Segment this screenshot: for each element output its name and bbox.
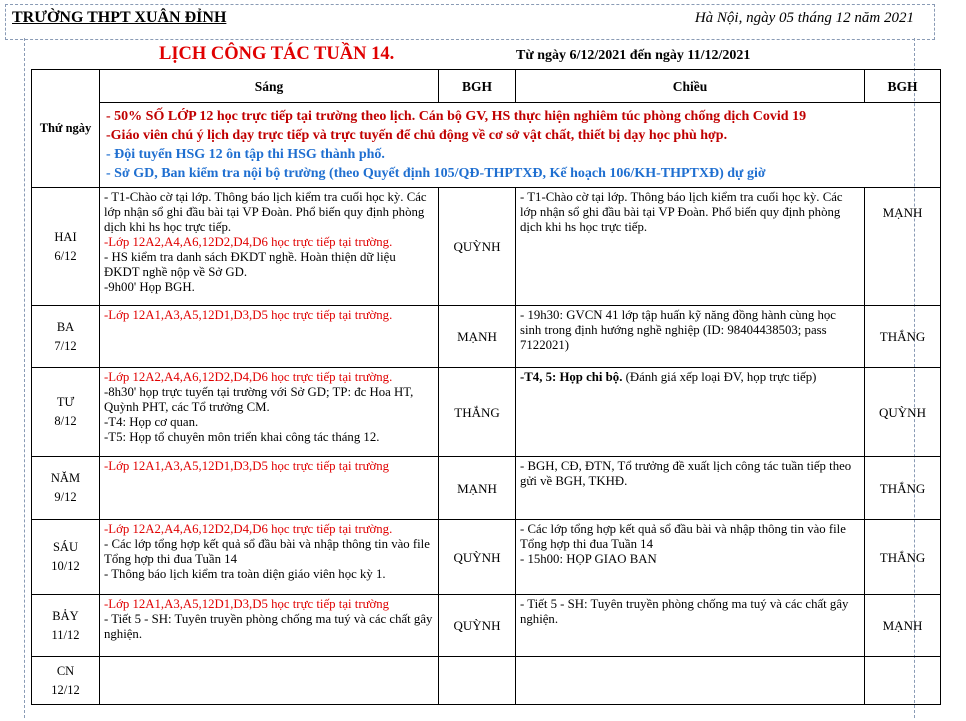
table-row [32, 657, 941, 705]
day-cell: TƯ 8/12 [32, 368, 100, 457]
day-cell: HAI 6/12 [32, 188, 100, 306]
note-line: - Đội tuyển HSG 12 ôn tập thi HSG thành phố. [106, 147, 385, 162]
note-line: -Giáo viên chú ý lịch dạy trực tiếp và trực tuyến để chủ động về cơ sở vật chất, thiết bị dạy học phù hợp. [106, 128, 728, 143]
bgh-afternoon-cell: MẠNH [865, 188, 941, 306]
day-cell: NĂM 9/12 [32, 457, 100, 520]
day-cell: BẢY 11/12 [32, 595, 100, 657]
bgh-morning-cell: QUỲNH [439, 188, 516, 306]
header-bgh-morning: BGH [439, 70, 516, 103]
header-day: Thứ ngày [32, 70, 100, 188]
schedule-table [31, 69, 941, 705]
notes-row [32, 103, 941, 188]
afternoon-cell: - 19h30: GVCN 41 lớp tập huấn kỹ năng đồng hành cùng học sinh trong định hướng nghề nghiệp (ID: 98404438503; pass 7122021) [516, 306, 865, 368]
school-name: TRƯỜNG THPT XUÂN ĐỈNH [12, 9, 227, 26]
note-line: - 50% SỐ LỚP 12 học trực tiếp tại trường theo lịch. Cán bộ GV, HS thực hiện nghiêm túc phòng chống dịch Covid 19 [106, 109, 807, 124]
day-cell: SÁU 10/12 [32, 520, 100, 595]
general-notes [100, 103, 941, 188]
bgh-afternoon-cell: QUỲNH [865, 368, 941, 457]
page-title: LỊCH CÔNG TÁC TUẦN 14. [159, 44, 395, 64]
morning-cell: -Lớp 12A1,A3,A5,12D1,D3,D5 học trực tiếp tại trường [100, 457, 439, 520]
place-date: Hà Nội, ngày 05 tháng 12 năm 2021 [694, 10, 914, 26]
bgh-morning-cell: MẠNH [439, 457, 516, 520]
afternoon-cell: -T4, 5: Họp chi bộ. (Đánh giá xếp loại ĐV, họp trực tiếp) [516, 368, 865, 457]
table-row [32, 188, 941, 306]
bgh-afternoon-cell: MẠNH [865, 595, 941, 657]
date-range: Từ ngày 6/12/2021 đến ngày 11/12/2021 [516, 48, 751, 63]
afternoon-cell: - Tiết 5 - SH: Tuyên truyền phòng chống ma tuý và các chất gây nghiện. [516, 595, 865, 657]
bgh-afternoon-cell: THẮNG [865, 520, 941, 595]
afternoon-cell: - Các lớp tổng hợp kết quả sổ đầu bài và nhập thông tin vào file Tổng hợp thi đua Tuần 14 - 15h00: HỌP GIAO BAN [516, 520, 865, 595]
morning-cell: -Lớp 12A1,A3,A5,12D1,D3,D5 học trực tiếp tại trường. [100, 306, 439, 368]
table-row [32, 306, 941, 368]
table-row [32, 457, 941, 520]
header-morning: Sáng [100, 70, 439, 103]
bgh-morning-cell: QUỲNH [439, 595, 516, 657]
header-afternoon: Chiều [516, 70, 865, 103]
bgh-morning-cell: MẠNH [439, 306, 516, 368]
morning-cell: -Lớp 12A1,A3,A5,12D1,D3,D5 học trực tiếp tại trường - Tiết 5 - SH: Tuyên truyền phòng chống ma tuý và các chất gây nghiện. [100, 595, 439, 657]
table-row [32, 520, 941, 595]
morning-cell: -Lớp 12A2,A4,A6,12D2,D4,D6 học trực tiếp tại trường. - Các lớp tổng hợp kết quả sổ đầu bài và nhập thông tin vào file Tổng hợp thi đua Tuần 14 - Thông báo lịch kiểm tra toàn diện giáo viên học kỳ 1. [100, 520, 439, 595]
morning-cell: -Lớp 12A2,A4,A6,12D2,D4,D6 học trực tiếp tại trường. -8h30' họp trực tuyến tại trường với Sở GD; TP: đc Hoa HT, Quỳnh PHT, các Tổ trưởng CM. -T4: Họp cơ quan. -T5: Họp tổ chuyên môn triển khai công tác tháng 12. [100, 368, 439, 457]
morning-cell: - T1-Chào cờ tại lớp. Thông báo lịch kiểm tra cuối học kỳ. Các lớp nhận sổ ghi đầu bài tại VP Đoàn. Phổ biến quy định phòng dịch khi hs học trực tiếp. -Lớp 12A2,A4,A6,12D2,D4,D6 học trực tiếp tại trường. - HS kiểm tra danh sách ĐKDT nghề. Hoàn thiện dữ liệu ĐKDT nghề nộp về Sở GD. -9h00' Họp BGH. [100, 188, 439, 306]
afternoon-cell: - BGH, CĐ, ĐTN, Tổ trưởng đề xuất lịch công tác tuần tiếp theo gửi về BGH, TKHĐ. [516, 457, 865, 520]
bgh-afternoon-cell: THẮNG [865, 457, 941, 520]
day-cell: BA 7/12 [32, 306, 100, 368]
morning-cell [100, 657, 439, 705]
table-row [32, 595, 941, 657]
header-row [32, 70, 941, 103]
afternoon-cell: - T1-Chào cờ tại lớp. Thông báo lịch kiểm tra cuối học kỳ. Các lớp nhận sổ ghi đầu bài tại VP Đoàn. Phổ biến quy định phòng dịch khi hs học trực tiếp. [516, 188, 865, 306]
header-bgh-afternoon: BGH [865, 70, 941, 103]
page-margin-left [24, 38, 25, 718]
afternoon-cell [516, 657, 865, 705]
day-cell: CN 12/12 [32, 657, 100, 705]
table-row [32, 368, 941, 457]
bgh-afternoon-cell: THẮNG [865, 306, 941, 368]
note-line: - Sở GD, Ban kiểm tra nội bộ trường (theo Quyết định 105/QĐ-THPTXĐ, Kế hoạch 106/KH-THPTXĐ) dự giờ [106, 166, 766, 181]
bgh-afternoon-cell [865, 657, 941, 705]
bgh-morning-cell [439, 657, 516, 705]
bgh-morning-cell: QUỲNH [439, 520, 516, 595]
bgh-morning-cell: THẮNG [439, 368, 516, 457]
